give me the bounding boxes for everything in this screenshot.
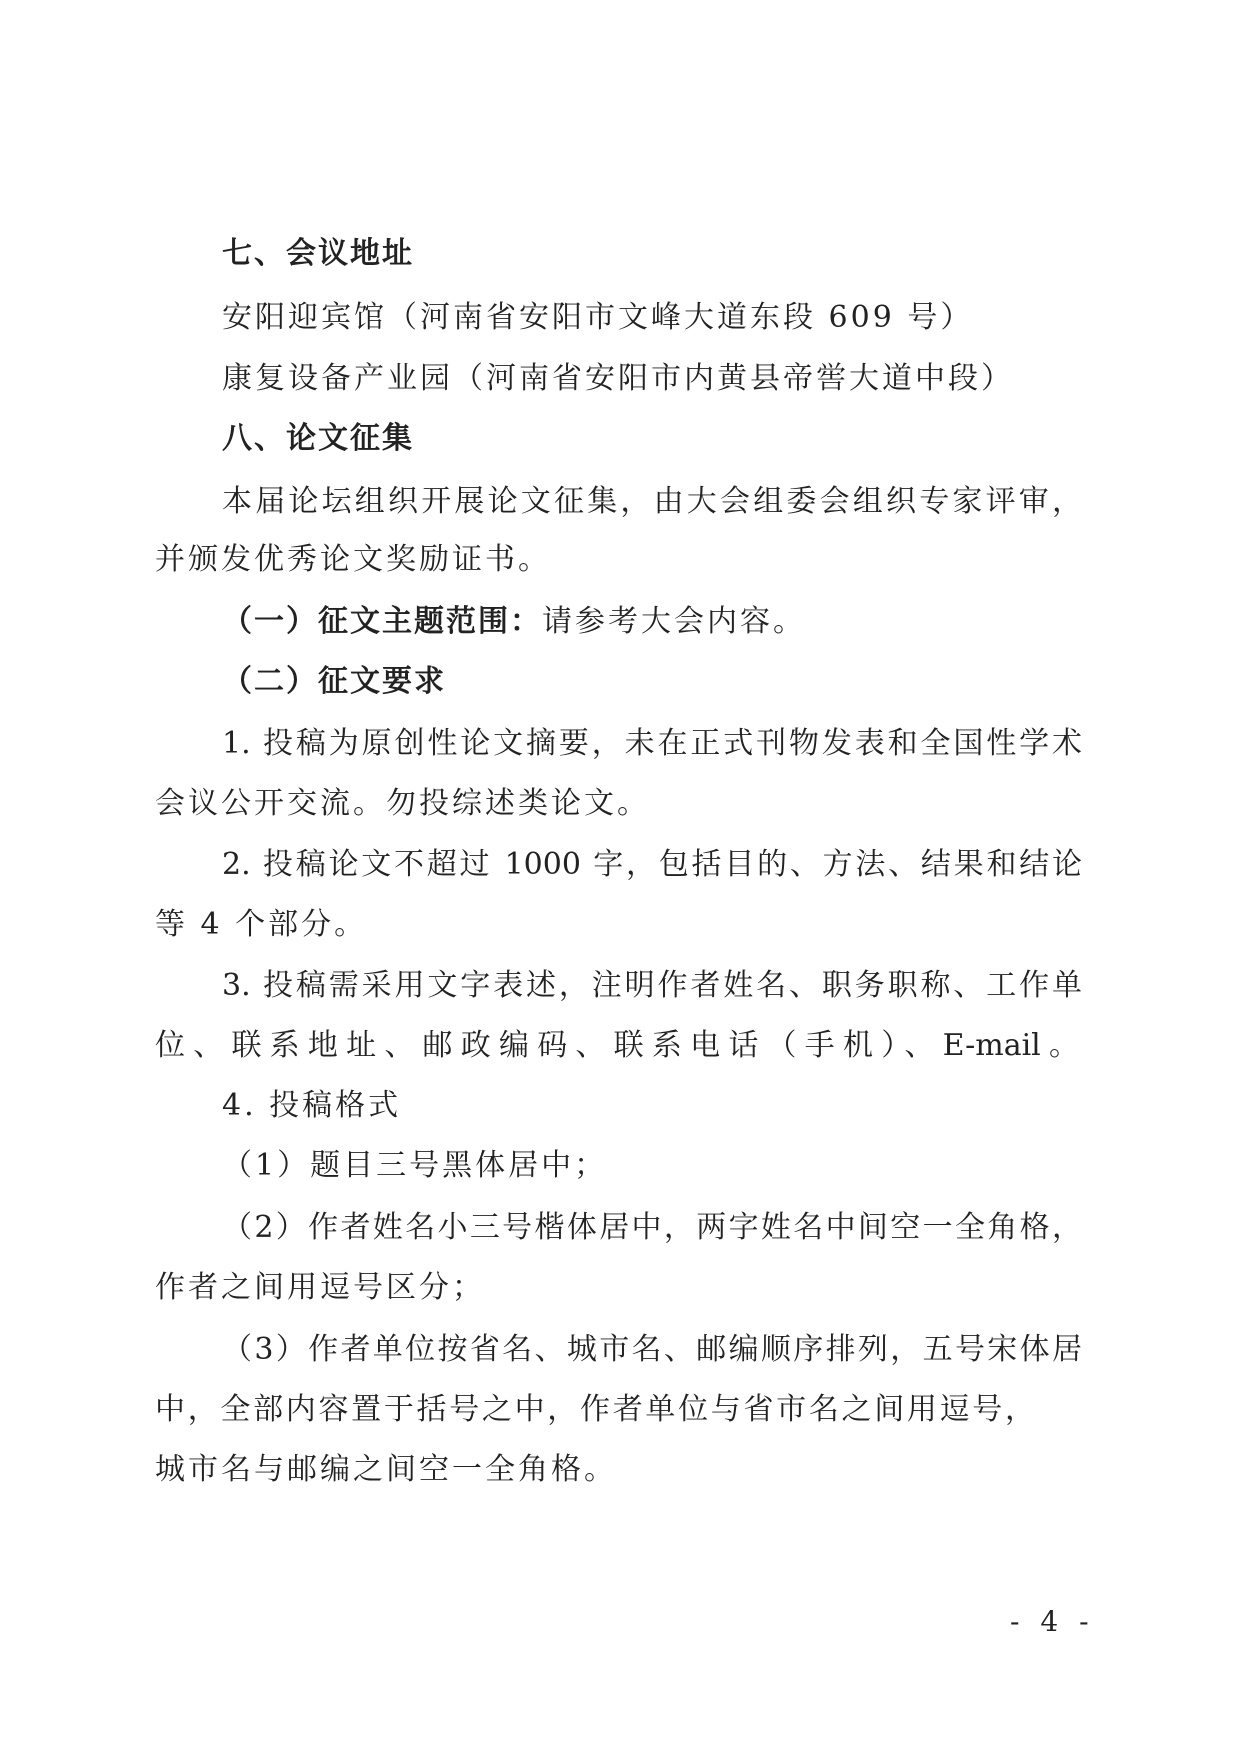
page-number: - 4 - [1010,1605,1095,1638]
subsection-1-text: 请参考大会内容。 [542,604,806,639]
format-item-3-line-3: 城市名与邮编之间空一全角格。 [155,1452,617,1487]
subsection-1-label: （一）征文主题范围： [222,604,542,639]
intro-line-1: 本届论坛组织开展论文征集，由大会组委会组织专家评审， [222,484,1082,519]
requirement-3-line-2: 位、联系地址、邮政编码、联系电话（手机）、E-mail。 [155,1028,1079,1063]
format-item-2-line-2: 作者之间用逗号区分； [155,1270,485,1305]
requirement-2-line-1: 2. 投稿论文不超过 1000 字，包括目的、方法、结果和结论 [222,847,1082,882]
requirement-1-line-2: 会议公开交流。勿投综述类论文。 [155,786,650,821]
section-8-heading: 八、论文征集 [222,421,414,456]
format-item-3-line-1: （3）作者单位按省名、城市名、邮编顺序排列，五号宋体居 [222,1332,1082,1367]
format-item-1: （1）题目三号黑体居中； [222,1148,608,1183]
address-line-2: 康复设备产业园（河南省安阳市内黄县帝喾大道中段） [222,361,1014,396]
requirement-3-line-1: 3. 投稿需采用文字表述，注明作者姓名、职务职称、工作单 [222,968,1082,1003]
subsection-1 [222,602,806,642]
address-line-1: 安阳迎宾馆（河南省安阳市文峰大道东段 609 号） [222,300,974,335]
section-7-heading: 七、会议地址 [222,236,414,271]
requirement-4: 4. 投稿格式 [222,1088,402,1123]
requirement-2-line-2: 等 4 个部分。 [155,907,368,942]
requirement-1-line-1: 1. 投稿为原创性论文摘要，未在正式刊物发表和全国性学术 [222,726,1082,761]
intro-line-2: 并颁发优秀论文奖励证书。 [155,542,551,577]
subsection-2-label: （二）征文要求 [222,664,446,699]
format-item-3-line-2: 中，全部内容置于括号之中，作者单位与省市名之间用逗号， [155,1392,1035,1427]
format-item-2-line-1: （2）作者姓名小三号楷体居中，两字姓名中间空一全角格， [222,1210,1082,1245]
